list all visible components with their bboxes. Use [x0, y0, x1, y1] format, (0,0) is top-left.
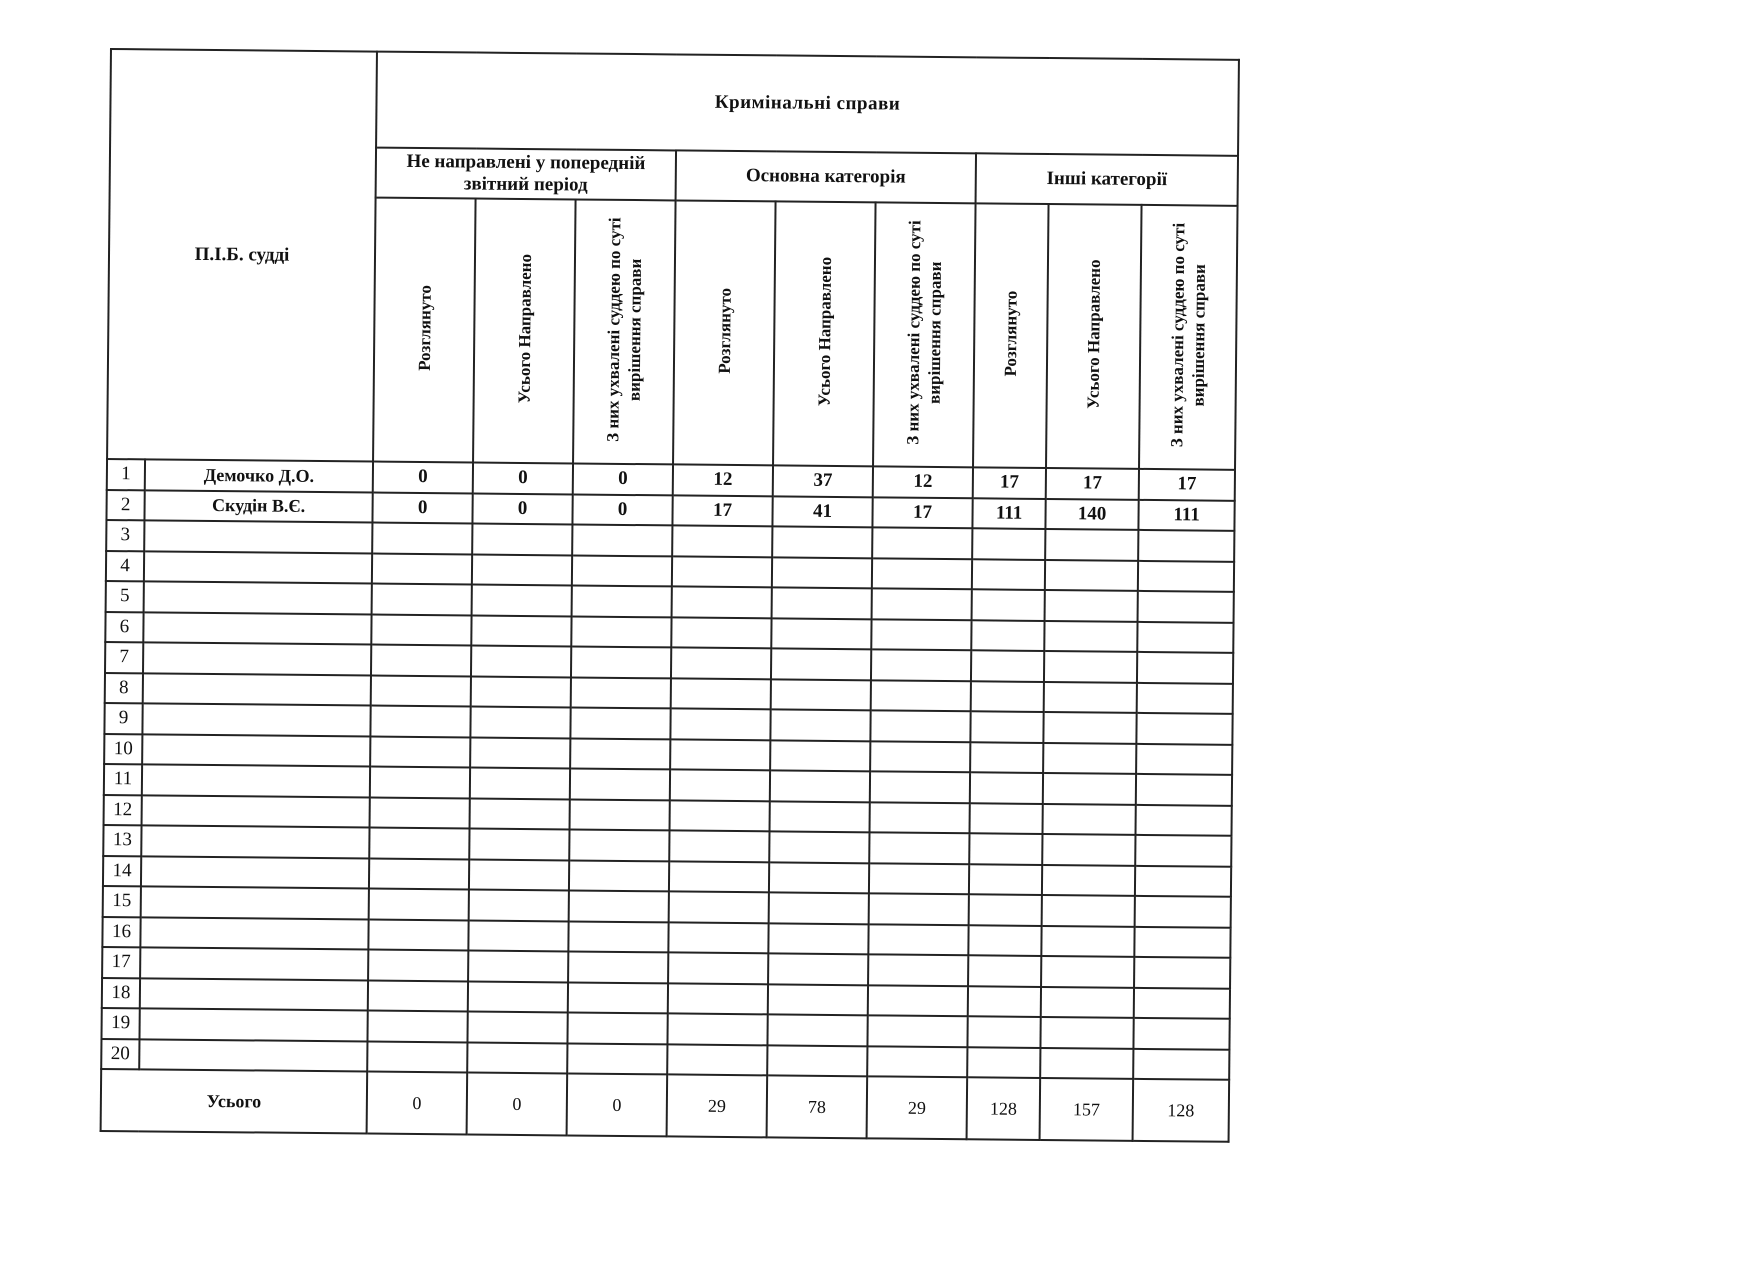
subheader-decided-on-merits-2	[873, 202, 976, 467]
value-cell	[769, 862, 869, 893]
value-cell	[669, 861, 769, 892]
value-cell	[1045, 529, 1138, 560]
value-cell	[870, 710, 970, 741]
value-cell	[669, 830, 769, 861]
value-cell: 17	[1139, 469, 1235, 500]
subheader-label: Усього Направлено	[814, 256, 835, 407]
value-cell	[1133, 1018, 1229, 1049]
total-value-cell: 128	[1133, 1079, 1230, 1142]
value-cell	[869, 863, 969, 894]
value-cell	[372, 553, 472, 584]
value-cell	[568, 921, 668, 952]
value-cell	[367, 1041, 467, 1072]
value-cell	[869, 893, 969, 924]
value-cell: 17	[872, 497, 972, 528]
value-cell	[867, 1046, 967, 1077]
row-number: 10	[104, 733, 142, 764]
value-cell	[371, 614, 471, 645]
value-cell	[471, 676, 571, 707]
value-cell	[469, 889, 569, 920]
judge-name-cell	[141, 856, 369, 889]
judge-name-header: П.І.Б. судді	[107, 49, 377, 462]
value-cell	[968, 986, 1041, 1017]
value-cell	[1041, 956, 1134, 987]
value-cell	[1137, 652, 1233, 683]
judge-name-cell	[140, 978, 368, 1011]
judge-name-cell	[141, 886, 369, 919]
judge-name-cell	[141, 825, 369, 858]
value-cell	[1138, 530, 1234, 561]
table-header	[107, 49, 1239, 470]
row-number: 2	[106, 489, 144, 520]
value-cell	[369, 889, 469, 920]
total-value-cell: 128	[967, 1077, 1041, 1140]
value-cell	[370, 797, 470, 828]
value-cell: 17	[973, 467, 1046, 498]
row-number: 3	[106, 520, 144, 551]
value-cell	[471, 615, 571, 646]
value-cell	[468, 981, 568, 1012]
subheader-considered-3	[973, 203, 1049, 468]
value-cell	[972, 559, 1045, 590]
value-cell	[971, 650, 1044, 681]
value-cell	[470, 737, 570, 768]
value-cell	[1134, 926, 1230, 957]
value-cell	[1041, 986, 1134, 1017]
value-cell	[771, 679, 871, 710]
value-cell	[870, 802, 970, 833]
value-cell	[570, 799, 670, 830]
value-cell	[469, 859, 569, 890]
value-cell	[1041, 925, 1134, 956]
value-cell	[767, 1045, 867, 1076]
value-cell	[369, 828, 469, 859]
row-number: 19	[101, 1008, 139, 1039]
table-body	[101, 459, 1235, 1142]
value-cell: 41	[772, 496, 872, 527]
row-number: 5	[106, 581, 144, 612]
value-cell	[1044, 681, 1137, 712]
value-cell	[1136, 774, 1232, 805]
value-cell	[971, 681, 1044, 712]
total-value-cell: 0	[467, 1072, 568, 1135]
value-cell	[570, 768, 670, 799]
value-cell	[370, 736, 470, 767]
row-number: 1	[107, 459, 145, 490]
value-cell	[771, 648, 871, 679]
value-cell	[672, 525, 772, 556]
judge-name-cell	[139, 1008, 367, 1041]
value-cell	[671, 647, 771, 678]
judge-name-cell	[139, 1039, 367, 1072]
value-cell	[567, 1012, 667, 1043]
judge-name-cell	[142, 764, 370, 797]
row-number: 12	[104, 794, 142, 825]
judge-name-cell: Скудін В.Є.	[144, 490, 372, 523]
value-cell	[1044, 651, 1137, 682]
value-cell	[570, 707, 670, 738]
value-cell	[770, 801, 870, 832]
value-cell: 0	[373, 462, 473, 493]
value-cell	[868, 924, 968, 955]
value-cell	[369, 858, 469, 889]
subheader-total-sent-1	[473, 199, 576, 464]
row-number: 20	[101, 1038, 139, 1069]
subheader-considered-2	[673, 200, 776, 465]
value-cell	[1040, 1047, 1133, 1078]
value-cell: 17	[1046, 468, 1139, 499]
value-cell	[667, 1044, 767, 1075]
value-cell	[770, 770, 870, 801]
value-cell	[1043, 773, 1136, 804]
subheader-decided-on-merits-3	[1139, 205, 1238, 470]
subheader-total-sent-2	[773, 201, 876, 466]
value-cell	[1040, 1017, 1133, 1048]
value-cell	[1136, 743, 1232, 774]
subheader-label: З них ухвалені суддею по суті вирішення справи	[603, 217, 646, 442]
total-value-cell: 0	[367, 1072, 468, 1135]
value-cell	[1043, 712, 1136, 743]
value-cell: 0	[473, 463, 573, 494]
value-cell	[472, 554, 572, 585]
value-cell	[571, 677, 671, 708]
value-cell	[870, 741, 970, 772]
value-cell	[972, 589, 1045, 620]
value-cell	[467, 1011, 567, 1042]
value-cell	[368, 980, 468, 1011]
value-cell	[1135, 896, 1231, 927]
group-header-not-sent: Не направлені у попередній звітний період	[376, 148, 676, 201]
value-cell	[668, 922, 768, 953]
value-cell: 37	[773, 465, 873, 496]
value-cell	[468, 920, 568, 951]
value-cell	[770, 709, 870, 740]
subheader-label: Розглянуто	[414, 284, 435, 371]
value-cell	[970, 772, 1043, 803]
row-number: 8	[105, 672, 143, 703]
value-cell	[668, 983, 768, 1014]
value-cell: 0	[372, 492, 472, 523]
value-cell	[1134, 957, 1230, 988]
value-cell	[869, 832, 969, 863]
judge-name-cell	[142, 795, 370, 828]
value-cell	[769, 831, 869, 862]
value-cell	[368, 950, 468, 981]
value-cell	[368, 919, 468, 950]
value-cell	[868, 954, 968, 985]
row-number: 4	[106, 550, 144, 581]
value-cell	[1042, 895, 1135, 926]
value-cell	[569, 829, 669, 860]
value-cell	[971, 620, 1044, 651]
value-cell	[467, 1042, 567, 1073]
subheader-label: З них ухвалені суддею по суті вирішення справи	[903, 219, 946, 445]
judge-name-cell	[143, 642, 371, 675]
row-number: 11	[104, 764, 142, 795]
value-cell	[970, 803, 1043, 834]
value-cell	[767, 1014, 867, 1045]
value-cell: 0	[472, 493, 572, 524]
value-cell	[370, 706, 470, 737]
value-cell	[370, 767, 470, 798]
value-cell	[569, 860, 669, 891]
value-cell	[970, 711, 1043, 742]
value-cell	[572, 524, 672, 555]
value-cell	[1137, 682, 1233, 713]
value-cell	[972, 528, 1045, 559]
value-cell	[769, 892, 869, 923]
value-cell	[667, 1013, 767, 1044]
value-cell	[670, 739, 770, 770]
value-cell	[1043, 742, 1136, 773]
value-cell	[868, 985, 968, 1016]
value-cell	[470, 767, 570, 798]
value-cell	[771, 618, 871, 649]
subheader-label: Усього Направлено	[1083, 259, 1105, 409]
judge-name-cell	[142, 703, 370, 736]
row-number: 13	[103, 825, 141, 856]
group-header-main-category: Основна категорія	[676, 150, 976, 203]
value-cell	[1135, 835, 1231, 866]
value-cell	[772, 587, 872, 618]
value-cell	[567, 1043, 667, 1074]
value-cell	[967, 1016, 1040, 1047]
value-cell	[1042, 864, 1135, 895]
value-cell	[668, 952, 768, 983]
value-cell	[768, 923, 868, 954]
row-number: 9	[104, 703, 142, 734]
value-cell	[571, 616, 671, 647]
value-cell	[1134, 987, 1230, 1018]
main-title-header: Кримінальні справи	[376, 52, 1239, 156]
row-number: 15	[103, 886, 141, 917]
total-value-cell: 78	[767, 1075, 868, 1138]
value-cell	[371, 675, 471, 706]
value-cell	[469, 828, 569, 859]
subheader-considered-1	[373, 198, 476, 463]
value-cell	[470, 706, 570, 737]
value-cell	[872, 588, 972, 619]
subheader-label: Розглянуто	[1000, 290, 1021, 377]
subheader-total-sent-3	[1046, 204, 1142, 469]
value-cell	[367, 1011, 467, 1042]
value-cell	[671, 678, 771, 709]
value-cell	[969, 864, 1042, 895]
value-cell	[1045, 590, 1138, 621]
value-cell	[871, 619, 971, 650]
row-number: 17	[102, 947, 140, 978]
value-cell: 111	[1138, 499, 1234, 530]
value-cell	[1136, 804, 1232, 835]
value-cell: 0	[573, 463, 673, 494]
value-cell	[1137, 621, 1233, 652]
judge-name-cell: Демочко Д.О.	[145, 459, 373, 492]
statistics-table-wrap	[100, 48, 1240, 1143]
value-cell	[1135, 865, 1231, 896]
value-cell	[772, 557, 872, 588]
total-row	[101, 1069, 1230, 1142]
value-cell	[967, 1047, 1040, 1078]
value-cell	[768, 953, 868, 984]
value-cell	[1042, 834, 1135, 865]
value-cell	[471, 645, 571, 676]
row-number: 7	[105, 642, 143, 673]
value-cell: 12	[673, 464, 773, 495]
value-cell	[867, 1015, 967, 1046]
row-number: 6	[105, 611, 143, 642]
judge-name-cell	[143, 673, 371, 706]
value-cell	[568, 982, 668, 1013]
value-cell	[1044, 620, 1137, 651]
value-cell	[969, 894, 1042, 925]
total-value-cell: 157	[1040, 1078, 1134, 1141]
value-cell	[472, 584, 572, 615]
judge-name-cell	[144, 551, 372, 584]
value-cell	[968, 955, 1041, 986]
value-cell	[968, 925, 1041, 956]
total-label: Усього	[101, 1069, 368, 1134]
value-cell	[568, 951, 668, 982]
value-cell	[870, 771, 970, 802]
value-cell: 17	[672, 495, 772, 526]
judge-name-cell	[144, 581, 372, 614]
judge-name-cell	[140, 947, 368, 980]
value-cell	[1138, 591, 1234, 622]
group-header-other-categories: Інші категорії	[976, 153, 1238, 206]
value-cell	[472, 524, 572, 555]
value-cell: 12	[873, 466, 973, 497]
row-number: 18	[102, 977, 140, 1008]
value-cell	[768, 984, 868, 1015]
value-cell	[1136, 713, 1232, 744]
value-cell	[672, 586, 772, 617]
judge-name-cell	[140, 917, 368, 950]
value-cell	[572, 555, 672, 586]
subheader-label: З них ухвалені суддею по суті вирішення справи	[1167, 222, 1209, 448]
row-number: 16	[102, 916, 140, 947]
criminal-cases-table	[100, 48, 1240, 1143]
total-value-cell: 29	[667, 1074, 768, 1137]
subheader-label: Розглянуто	[714, 287, 735, 374]
subheader-decided-on-merits-1	[573, 199, 676, 464]
value-cell	[872, 527, 972, 558]
value-cell: 0	[572, 494, 672, 525]
value-cell	[770, 740, 870, 771]
value-cell	[670, 708, 770, 739]
value-cell	[468, 950, 568, 981]
judge-name-cell	[143, 612, 371, 645]
value-cell	[372, 523, 472, 554]
row-number: 14	[103, 855, 141, 886]
subheader-label: Усього Направлено	[514, 253, 535, 404]
value-cell	[672, 556, 772, 587]
value-cell	[572, 585, 672, 616]
value-cell	[1138, 560, 1234, 591]
value-cell	[571, 646, 671, 677]
total-value-cell: 29	[867, 1076, 968, 1139]
value-cell	[670, 769, 770, 800]
judge-name-cell	[144, 520, 372, 553]
value-cell	[569, 890, 669, 921]
total-value-cell: 0	[567, 1073, 668, 1136]
value-cell	[772, 526, 872, 557]
value-cell	[671, 617, 771, 648]
value-cell	[969, 833, 1042, 864]
value-cell	[871, 649, 971, 680]
value-cell	[1133, 1048, 1229, 1079]
value-cell	[371, 645, 471, 676]
value-cell: 111	[972, 498, 1045, 529]
value-cell	[670, 800, 770, 831]
value-cell	[1043, 803, 1136, 834]
value-cell	[570, 738, 670, 769]
value-cell	[669, 891, 769, 922]
value-cell	[872, 558, 972, 589]
value-cell	[1045, 560, 1138, 591]
value-cell	[470, 798, 570, 829]
value-cell	[970, 742, 1043, 773]
value-cell	[372, 584, 472, 615]
value-cell: 140	[1045, 499, 1138, 530]
judge-name-cell	[142, 734, 370, 767]
value-cell	[871, 680, 971, 711]
